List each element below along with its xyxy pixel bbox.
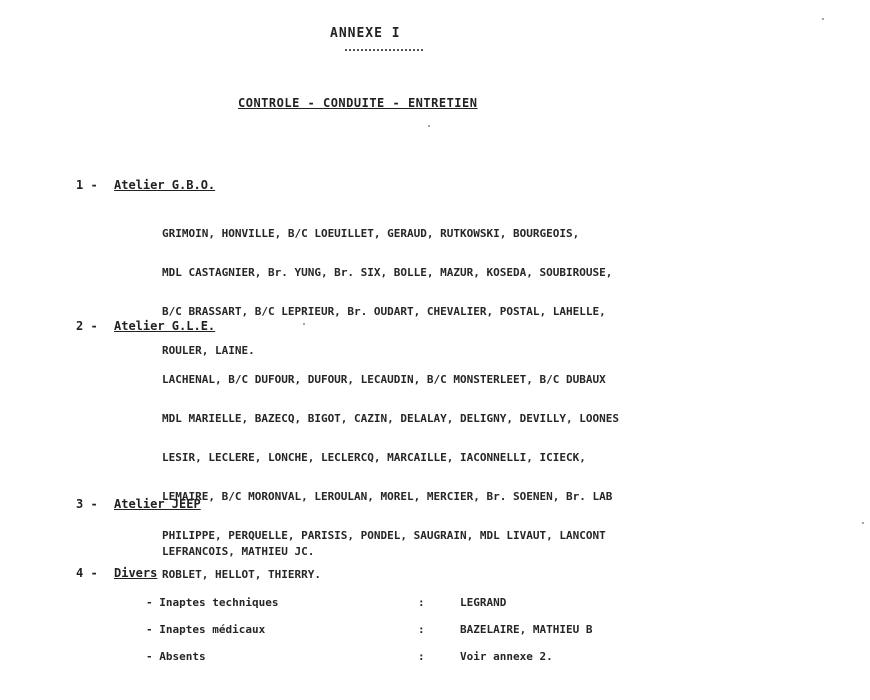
scan-speck [862,522,864,524]
section-title: Divers [114,566,158,580]
divers-value: BAZELAIRE, MATHIEU B [460,623,593,636]
section-number: 4 - [76,566,98,580]
scan-speck [822,18,824,20]
text-line: MDL CASTAGNIER, Br. YUNG, Br. SIX, BOLLE, MAZUR, KOSEDA, SOUBIROUSE, [162,266,613,279]
section-number: 3 - [76,497,98,511]
section-number: 1 - [76,178,98,192]
divers-value: LEGRAND [460,596,507,609]
text-line: LEMAIRE, B/C MORONVAL, LEROULAN, MOREL, MERCIER, Br. SOENEN, Br. LAB [162,490,613,503]
section-1-heading [76,178,215,192]
divers-value: Voir annexe 2. [460,650,553,663]
text-line: LESIR, LECLERE, LONCHE, LECLERCQ, MARCAILLE, IACONNELLI, ICIECK, [162,451,586,464]
divers-label: - Inaptes techniques [146,596,279,609]
text-line: LACHENAL, B/C DUFOUR, DUFOUR, LECAUDIN, B/C MONSTERLEET, B/C DUBAUX [162,373,606,386]
text-line: GRIMOIN, HONVILLE, B/C LOEUILLET, GERAUD, RUTKOWSKI, BOURGEOIS, [162,227,580,240]
document-title: CONTROLE - CONDUITE - ENTRETIEN [238,96,478,110]
text-line: PHILIPPE, PERQUELLE, PARISIS, PONDEL, SAUGRAIN, MDL LIVAUT, LANCONT [162,529,606,542]
section-4-heading [76,566,157,580]
scan-speck [428,125,430,127]
divers-separator: : [418,623,425,636]
divers-row [146,596,506,609]
section-title: Atelier G.B.O. [114,178,216,192]
section-3-body [162,519,314,584]
annexe-underline [345,49,423,51]
divers-separator: : [418,650,425,663]
text-line: LEFRANCOIS, MATHIEU JC. [162,545,315,558]
scan-speck [303,323,305,325]
section-3-heading [76,497,201,511]
divers-label: - Absents [146,650,206,663]
section-title: Atelier G.L.E. [114,319,216,333]
divers-separator: : [418,596,425,609]
divers-row [146,623,592,636]
annexe-title: ANNEXE I [330,26,401,41]
text-line: MDL MARIELLE, BAZECQ, BIGOT, CAZIN, DELALAY, DELIGNY, DEVILLY, LOONES [162,412,619,425]
section-title: Atelier JEEP [114,497,201,511]
section-number: 2 - [76,319,98,333]
text-line: B/C BRASSART, B/C LEPRIEUR, Br. OUDART, CHEVALIER, POSTAL, LAHELLE, [162,305,606,318]
text-line: ROBLET, HELLOT, THIERRY. [162,568,321,581]
divers-label: - Inaptes médicaux [146,623,266,636]
section-2-heading [76,319,215,333]
divers-row [146,650,553,663]
text-line: ROULER, LAINE. [162,344,255,357]
